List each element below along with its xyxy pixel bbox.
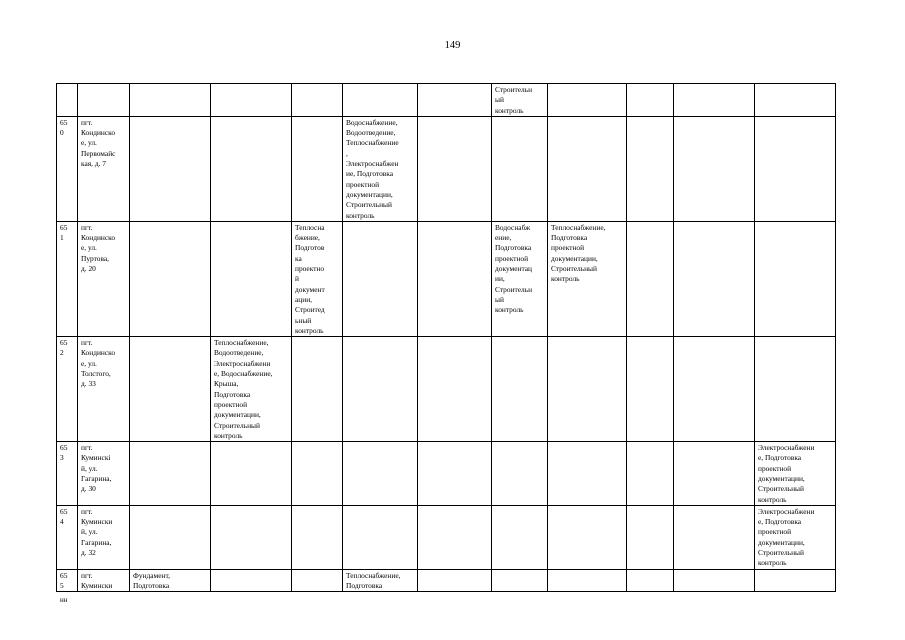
work-type-cell — [548, 569, 627, 592]
work-type-cell — [548, 84, 627, 117]
work-type-cell — [755, 569, 836, 592]
work-type-cell — [674, 84, 755, 117]
work-type-cell — [674, 337, 755, 442]
work-type-cell — [418, 442, 492, 506]
work-type-cell: Водоснабжение, Водоотведение, Теплоснабжение , Электроснабжен ие, Подготовка проектной документации, Строительный контроль — [343, 116, 418, 221]
work-type-cell — [211, 84, 292, 117]
work-type-cell — [292, 116, 343, 221]
work-type-cell — [627, 84, 674, 117]
work-type-cell — [548, 337, 627, 442]
work-type-cell — [292, 569, 343, 592]
work-type-cell: Теплоснабжение, Водоотведение, Электроснабжени e, Водоснабжение, Крыша, Подготовка проектной документации, Строительный контроль — [211, 337, 292, 442]
row-number-cell: 65 2 — [57, 337, 78, 442]
row-number-cell — [57, 84, 78, 117]
address-cell: пгт. Куминскі й, ул. Гагарина, д. 30 — [78, 442, 130, 506]
work-type-cell: Теплоснабжение, Подготовка — [343, 569, 418, 592]
work-type-cell — [418, 337, 492, 442]
row-number-cell: 65 5 — [57, 569, 78, 592]
work-type-cell — [292, 337, 343, 442]
work-type-cell — [674, 569, 755, 592]
work-type-cell — [418, 569, 492, 592]
work-type-cell — [755, 337, 836, 442]
work-type-cell — [627, 116, 674, 221]
work-type-cell — [755, 221, 836, 336]
object-table — [56, 83, 836, 592]
work-type-cell — [343, 442, 418, 506]
work-type-cell: Строительн ый контроль — [492, 84, 548, 117]
work-type-cell — [418, 84, 492, 117]
work-type-cell — [755, 84, 836, 117]
work-type-cell: Электроснабжени е, Подготовка проектной документации, Строительный контроль — [755, 442, 836, 506]
work-type-cell — [211, 442, 292, 506]
work-type-cell — [674, 505, 755, 569]
table-row — [57, 84, 836, 117]
work-type-cell — [211, 221, 292, 336]
work-type-cell — [492, 569, 548, 592]
row-number-cell: 65 4 — [57, 505, 78, 569]
work-type-cell — [292, 84, 343, 117]
work-type-cell — [343, 221, 418, 336]
table-row — [57, 221, 836, 336]
work-type-cell — [492, 337, 548, 442]
work-type-cell: Водоснабж ение, Подготовка проектной документац ии, Строительн ый контроль — [492, 221, 548, 336]
address-cell: пгт. Кондинско е, ул. Толстого, д. 33 — [78, 337, 130, 442]
address-cell — [78, 84, 130, 117]
work-type-cell: Электроснабжени е, Подготовка проектной документации, Строительный контроль — [755, 505, 836, 569]
work-type-cell — [627, 569, 674, 592]
address-cell: пгт. Кумински й, ул. Гагарина, д. 32 — [78, 505, 130, 569]
page-number: 149 — [444, 40, 461, 51]
work-type-cell — [130, 505, 211, 569]
work-type-cell: Теплосна бжение, Подготов ка проектно й документ ации, Строитед ьный контроль — [292, 221, 343, 336]
table-row — [57, 442, 836, 506]
address-cell: пгт. Кондинско е, ул. Первомайс кая, д. 7 — [78, 116, 130, 221]
work-type-cell — [418, 505, 492, 569]
table-row — [57, 337, 836, 442]
work-type-cell — [492, 442, 548, 506]
work-type-cell — [627, 221, 674, 336]
work-type-cell — [548, 442, 627, 506]
work-type-cell — [674, 442, 755, 506]
work-type-cell — [130, 221, 211, 336]
work-type-cell — [343, 84, 418, 117]
work-type-cell: Теплоснабжение, Подготовка проектной документации, Строительный контроль — [548, 221, 627, 336]
row-number-cell: 65 0 — [57, 116, 78, 221]
work-type-cell — [130, 116, 211, 221]
work-type-cell — [627, 442, 674, 506]
work-type-cell — [627, 337, 674, 442]
work-type-cell — [211, 505, 292, 569]
work-type-cell: Фундамент, Подготовка — [130, 569, 211, 592]
row-number-cell: 65 3 — [57, 442, 78, 506]
work-type-cell — [492, 505, 548, 569]
table-row — [57, 116, 836, 221]
table-row — [57, 569, 836, 592]
table-row — [57, 505, 836, 569]
work-type-cell — [627, 505, 674, 569]
work-type-cell — [492, 116, 548, 221]
work-type-cell — [130, 337, 211, 442]
work-type-cell — [211, 569, 292, 592]
work-type-cell — [548, 116, 627, 221]
work-type-cell — [130, 442, 211, 506]
work-type-cell — [343, 337, 418, 442]
address-cell: пгт. Кумински — [78, 569, 130, 592]
row-number-cell: 65 1 — [57, 221, 78, 336]
work-type-cell — [418, 116, 492, 221]
address-cell: пгт. Кондинско е, ул. Пуртова, д. 20 — [78, 221, 130, 336]
work-type-cell — [130, 84, 211, 117]
footer-mark: нн — [60, 596, 68, 604]
work-type-cell — [755, 116, 836, 221]
work-type-cell — [292, 505, 343, 569]
work-type-cell — [548, 505, 627, 569]
work-type-cell — [674, 221, 755, 336]
table-body — [57, 84, 836, 592]
work-type-cell — [343, 505, 418, 569]
work-type-cell — [674, 116, 755, 221]
work-type-cell — [211, 116, 292, 221]
work-type-cell — [418, 221, 492, 336]
work-type-cell — [292, 442, 343, 506]
